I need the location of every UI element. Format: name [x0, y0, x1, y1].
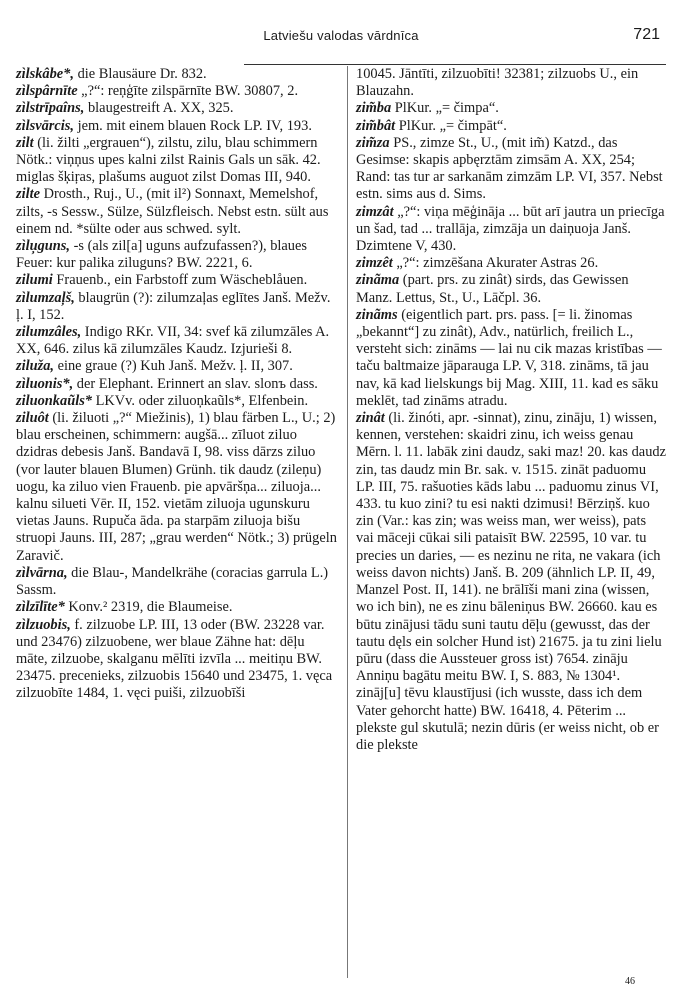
- dictionary-entry: [16, 410, 339, 565]
- entry-headword: zilumi: [16, 272, 53, 289]
- entry-text: PS., zimze St., U., (mit im̃) Katzd., das Gesimse: skapis apbęrztām zimsām A. XX, 254; Rand: tas tur ar sarkanām zimzām LP. VI, 357. Nebst estn. sims aus d. Sims.: [356, 134, 663, 203]
- entry-text: (part. prs. zu zinât) sirds, das Gewissen Manz. Lettus, St., U., Lāčpl. 36.: [356, 272, 629, 306]
- entry-headword: zilt: [16, 134, 34, 151]
- entry-text: (li. žilti „ergrauen“), zilstu, zilu, blau schimmern Nötk.: viņņus upes kalni zilst Rainis Gals un sāk. 42. miglas šķiŗas, plašums auguot zilst Domas III, 940.: [16, 134, 321, 186]
- entry-headword: zìlsvārcis,: [16, 117, 74, 134]
- dictionary-entry: [16, 290, 339, 324]
- header-rule: [244, 64, 666, 65]
- entry-headword: zinât: [356, 410, 385, 427]
- dictionary-entry: [16, 100, 339, 117]
- column-divider: [347, 66, 348, 978]
- entry-text: f. zilzuobe LP. III, 13 oder (BW. 23228 var. und 23476) zilzuobene, wer blaue Zähne hat: dēļu māte, zilzuobe, skalganu mēlīti izvīla ... meitiņu BW. 23475. precenieks, zilzuobis 15640 und 23475, 1. vęca zilzuobīte 1484, 1. vęci puiši, zilzuobīši: [16, 616, 333, 702]
- dictionary-entry: [16, 272, 339, 289]
- dictionary-entry: [16, 66, 339, 83]
- entry-text: Indigo RKr. VII, 34: svef kā zilumzāles A. XX, 646. zilus kā zilumzāles Kaudz. Izjurieši 8.: [16, 324, 330, 358]
- dictionary-entry: [16, 393, 339, 410]
- dictionary-entry: [16, 565, 339, 599]
- entry-headword: zilumzâles,: [16, 324, 82, 341]
- right-column: [356, 66, 666, 754]
- left-column: [16, 66, 339, 703]
- entry-text: PlKur. „= čimpa“.: [391, 100, 499, 117]
- entry-text: Drosth., Ruj., U., (mit il²) Sonnaxt, Memelshof, zilts, -s Sessw., Sülze, Sülzfleisch. Nebst estn. sült aus einem nd. *sülte oder aus schwed. sylt.: [16, 186, 329, 237]
- dictionary-entry: [356, 135, 666, 204]
- dictionary-entry: [16, 238, 339, 272]
- dictionary-entry: [16, 186, 339, 238]
- entry-text: LKVv. oder ziluoņkaũls*, Elfenbein.: [92, 392, 309, 409]
- dictionary-entry: [16, 83, 339, 100]
- entry-headword: ziluonkaũls*: [16, 392, 92, 409]
- entry-headword: zìluonis*,: [16, 375, 74, 392]
- dictionary-entry: [16, 324, 339, 358]
- entry-text: die Blausäure Dr. 832.: [73, 66, 207, 82]
- entry-text: „?“: viņa mēģināja ... būt arī jautra un priecīga un šad, tad ... trallāja, zimzāja un daiņuoja Janš. Dzimtene V, 430.: [356, 203, 665, 255]
- entry-headword: zimzêt: [356, 255, 393, 272]
- dictionary-entry: [356, 255, 666, 272]
- dictionary-entry: [356, 272, 666, 306]
- entry-headword: zim̃za: [356, 134, 390, 151]
- dictionary-entry: [16, 617, 339, 703]
- entry-text: -s (als zil[a] uguns aufzufassen?), blaues Feuer: kur palika ziluguns? BW. 2221, 6.: [16, 238, 307, 272]
- entry-headword: zìlumzaļš,: [16, 289, 75, 306]
- entry-headword: zìlu̦guns,: [16, 238, 71, 255]
- entry-headword: zìlvārna,: [16, 564, 68, 581]
- entry-text: die Blau-, Mandelkrähe (coracias garrula L.) Sassm.: [16, 564, 329, 599]
- entry-headword: zim̃ba: [356, 100, 392, 117]
- dictionary-entry: [356, 410, 666, 754]
- entry-text: 10045. Jāntīti, zilzuobīti! 32381; zilzuobs U., ein Blauzahn.: [356, 66, 639, 100]
- entry-text: Konv.² 2319, die Blaumeise.: [64, 599, 233, 616]
- running-title: Latviešu valodas vārdnīca: [263, 28, 419, 43]
- entry-headword: zìlzīlīte*: [16, 599, 65, 616]
- signature-mark: 46: [625, 976, 635, 987]
- dictionary-entry: [16, 599, 339, 616]
- dictionary-entry: [356, 118, 666, 135]
- entry-text: (li. žinóti, apr. -sinnat), zinu, zināju, 1) wissen, kennen, verstehen: skaidri zinu, ich weiss genau Mērn. l. 11. labāk zini daudz, saki maz! 20. kas daudz zin, tas daudz min Br. sak. v. 1515. zināt paduomu LP. III, 75. rašuoties kāds labu ... paduomu zinus VI, 433. tu kuo zini? tu esi nakti dzimusi! Bērziņš. kuo zin (Var.: kas zin; was weiss man, wer weiss), pats vai māceji cūkai sili pataisīt BW. 22595, 10 var. tu precies un daries, — es nezinu ne rita, ne vakara (ich weiss davon nichts) Janš. B. 209 (ähnlich LP. II, 49, Manzel Post. II, 141). ne brālīši mani zina (wissen, wo ich bin), ne es zinu bāleniņus BW. 26660. kau es būtu zinājusi tādu suni tautu dēļu (gewusst, das der tautu dęls ein solcher Hund ist) 21675. ja tu zini lielu pūru (dass die Aussteuer gross ist) 7654. zināju Anniņu bagātu meitu BW. I, S. 883, № 1304¹. zināj[u] tēvu klaustījusi (ich wusste, dass ich dem Vater gehorcht hatte) BW. 16418, 4. Pēterim ... plekste gul skutulā; nezin dūris (er weiss nicht, ob er die plekste: [356, 410, 666, 753]
- entry-text: PlKur. „= čimpāt“.: [395, 117, 507, 134]
- entry-headword: zinãma: [356, 272, 400, 289]
- entry-text: jem. mit einem blauen Rock LP. IV, 193.: [73, 117, 312, 134]
- entry-headword: ziluôt: [16, 410, 49, 427]
- entry-text: „?“: reņģīte zilspārnīte BW. 30807, 2.: [77, 83, 299, 100]
- entry-text: der Elephant. Erinnert an slav. slonъ dass.: [73, 375, 318, 392]
- entry-text: „?“: zimzēšana Akurater Astras 26.: [392, 255, 599, 272]
- dictionary-entry: [16, 118, 339, 135]
- entry-headword: zimzât: [356, 203, 394, 220]
- entry-text: blaugestreift A. XX, 325.: [84, 100, 234, 117]
- dictionary-entry: [16, 376, 339, 393]
- entry-headword: zim̃bât: [356, 117, 396, 134]
- entry-text: Frauenb., ein Farbstoff zum Wäscheblåuen.: [52, 272, 308, 289]
- dictionary-entry: [356, 66, 666, 100]
- entry-headword: zìlzuobis,: [16, 616, 71, 633]
- entry-text: eine graue (?) Kuh Janš. Mežv. ļ. II, 307.: [54, 358, 293, 375]
- page-number: 721: [633, 26, 660, 43]
- entry-headword: zìlspârnīte: [16, 83, 78, 100]
- entry-headword: zìlskâbe*,: [16, 66, 74, 82]
- entry-text: (li. žiluoti „?“ Miežinis), 1) blau färben L., U.; 2) blau erscheinen, schimmern: augšā... zīluot ziluo dzidras debesis Janš. Bandavā I, 98. viss dārzs ziluo (vor lauter blauen Blumen) Grünh. tik daudz (zileņu) uogu, ka ziluo vien Frauenb. pie apvāršņa... ziluoja... kalnu silueti Vēr. II, 152. vietām ziluoja ugunskuru vietas Jauns. Rupuča āda. pa starpām ziluoja bišu struopi Jauns. III, 287; „grau werden“ Nötk.; 3) prügeln Zaravič.: [16, 410, 337, 564]
- dictionary-entry: [356, 204, 666, 256]
- dictionary-entry: [356, 100, 666, 117]
- entry-headword: zìlstrīpaîns,: [16, 100, 85, 117]
- page-header: [16, 20, 666, 46]
- entry-headword: zilte: [16, 186, 40, 203]
- entry-headword: zinãms: [356, 306, 398, 323]
- entry-headword: ziluža,: [16, 358, 54, 375]
- entry-text: blaugrün (?): zilumzaļas eglītes Janš. Mežv. ļ. I, 152.: [16, 289, 331, 323]
- dictionary-entry: [356, 307, 666, 410]
- dictionary-entry: [16, 358, 339, 375]
- entry-text: (eigentlich part. prs. pass. [= li. žinomas „bekannt“] zu zinât), Adv., natürlich, freilich L., versteht sich: zināms — lai nu cik mazas kristības — taču baltmaize jāparauga LP. V, 318. zināms, tā jau nav, kā kad lielskungs bij Mag. XIII, 11. kad es sāku meklēt, tad zināms atradu.: [356, 306, 662, 409]
- dictionary-entry: [16, 135, 339, 187]
